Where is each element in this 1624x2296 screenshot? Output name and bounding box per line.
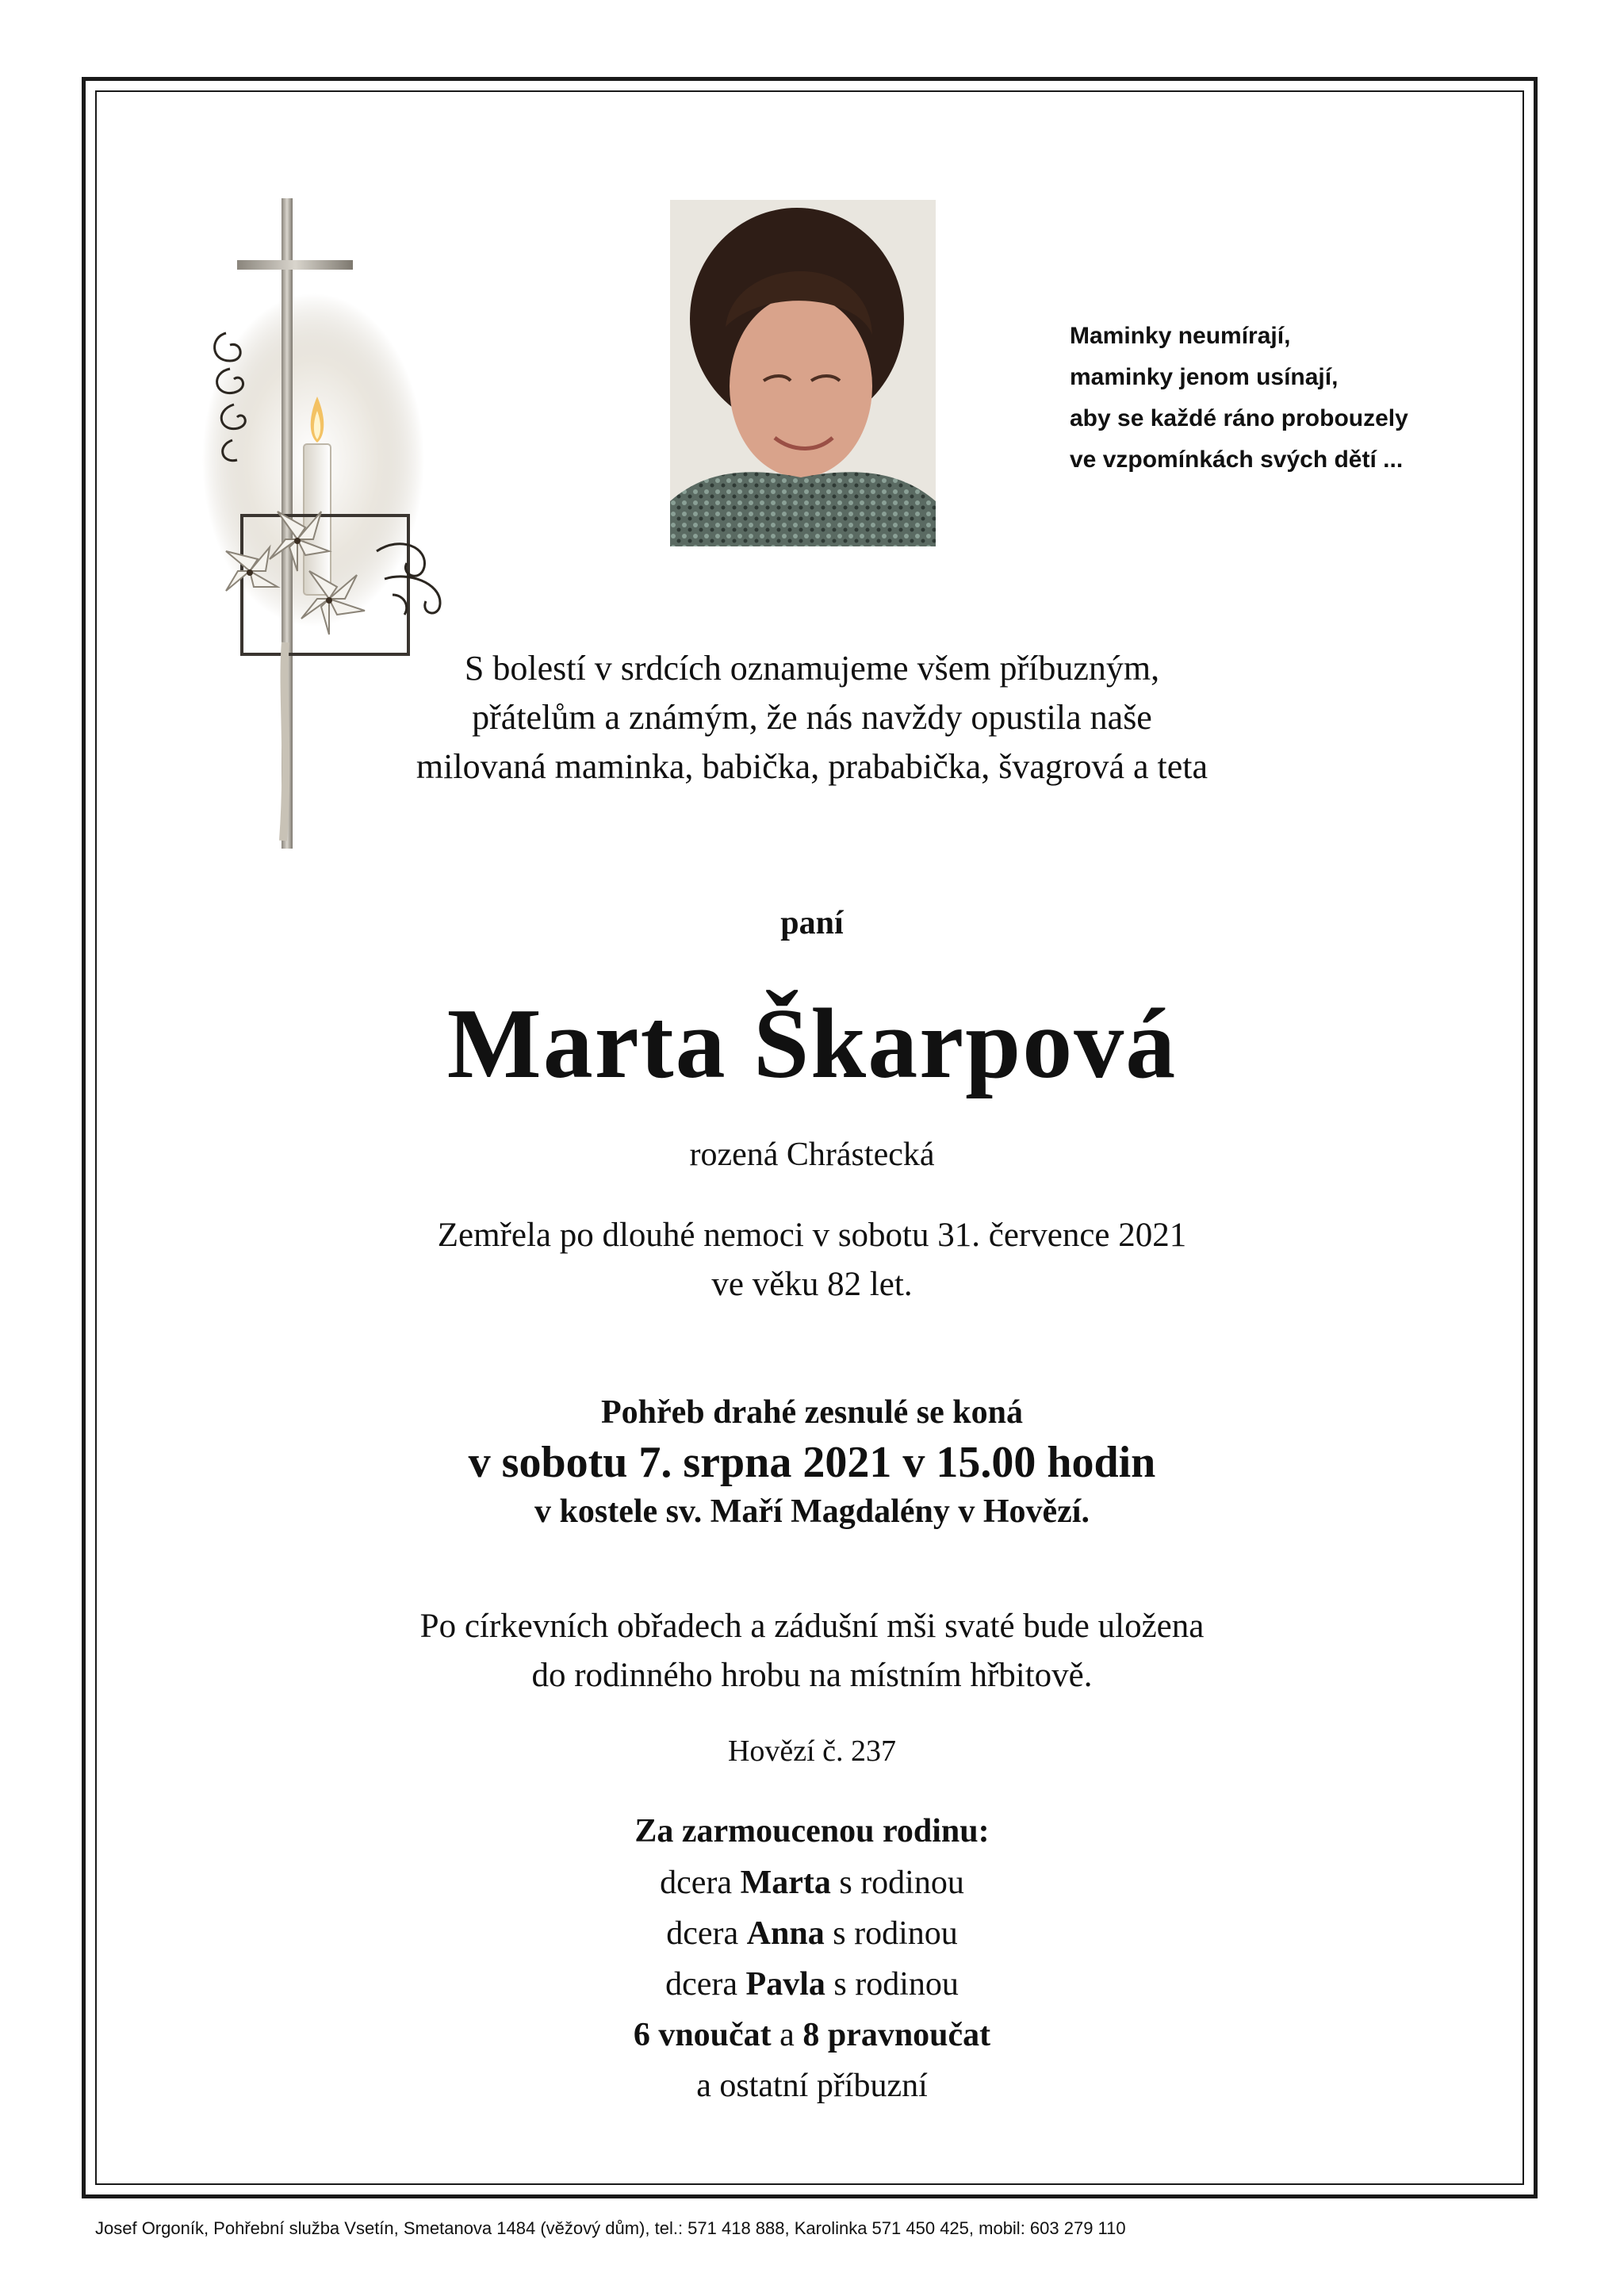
conjunction: a bbox=[771, 2017, 803, 2053]
burial-notice bbox=[0, 1602, 1624, 1700]
family-member bbox=[0, 1959, 1624, 2010]
relation-suffix: s rodinou bbox=[830, 1865, 964, 1901]
motto-line: maminky jenom usínají, bbox=[1070, 364, 1339, 390]
motto-verse bbox=[1070, 316, 1482, 481]
address: Hovězí č. 237 bbox=[727, 1734, 897, 1768]
funeral-intro: Pohřeb drahé zesnulé se koná bbox=[600, 1394, 1023, 1431]
motto-line: aby se každé ráno probouzely bbox=[1070, 405, 1408, 431]
burial-line: do rodinného hrobu na místním hřbitově. bbox=[531, 1657, 1093, 1694]
maiden-name: rozená Chrástecká bbox=[689, 1137, 935, 1173]
relation: dcera bbox=[666, 1915, 747, 1952]
grandchildren: 6 vnoučat bbox=[633, 2017, 772, 2053]
family-list bbox=[0, 1857, 1624, 2111]
deceased-name: Marta Škarpová bbox=[446, 989, 1178, 1099]
portrait-photo bbox=[670, 200, 936, 546]
grandchildren-line bbox=[0, 2010, 1624, 2060]
intro-line: přátelům a známým, že nás navždy opustila naše bbox=[472, 698, 1152, 737]
death-line: Zemřela po dlouhé nemoci v sobotu 31. července 2021 bbox=[437, 1217, 1187, 1254]
funeral-location: v kostele sv. Maří Magdalény v Hovězí. bbox=[534, 1493, 1090, 1530]
motto-line: Maminky neumírají, bbox=[1070, 323, 1291, 349]
family-member bbox=[0, 1908, 1624, 1959]
member-name: Anna bbox=[746, 1915, 825, 1952]
age-line: ve věku 82 let. bbox=[711, 1266, 913, 1303]
member-name: Marta bbox=[740, 1865, 831, 1901]
member-name: Pavla bbox=[745, 1966, 825, 2003]
funeral-service-footer: Josef Orgoník, Pohřební služba Vsetín, Smetanova 1484 (věžový dům), tel.: 571 418 888, Karolinka 571 450 425, mobil: 603 279 110 bbox=[95, 2218, 1126, 2238]
intro-announcement bbox=[0, 644, 1624, 792]
burial-line: Po církevních obřadech a zádušní mši svaté bude uložena bbox=[419, 1608, 1205, 1645]
family-heading: Za zarmoucenou rodinu: bbox=[634, 1813, 990, 1849]
family-member bbox=[0, 1857, 1624, 1908]
motto-line: ve vzpomínkách svých dětí ... bbox=[1070, 447, 1404, 473]
intro-line: milovaná maminka, babička, prababička, švagrová a teta bbox=[416, 747, 1208, 786]
funeral-date-time: v sobotu 7. srpna 2021 v 15.00 hodin bbox=[468, 1438, 1156, 1487]
relation-suffix: s rodinou bbox=[825, 1966, 959, 2003]
relation: dcera bbox=[665, 1966, 746, 2003]
honorific: paní bbox=[780, 905, 844, 941]
relation: dcera bbox=[660, 1865, 741, 1901]
great-grandchildren: 8 pravnoučat bbox=[802, 2017, 991, 2053]
other-relatives: a ostatní příbuzní bbox=[696, 2068, 928, 2104]
death-notice bbox=[0, 1211, 1624, 1309]
intro-line: S bolestí v srdcích oznamujeme všem příbuzným, bbox=[464, 649, 1160, 688]
relation-suffix: s rodinou bbox=[824, 1915, 958, 1952]
